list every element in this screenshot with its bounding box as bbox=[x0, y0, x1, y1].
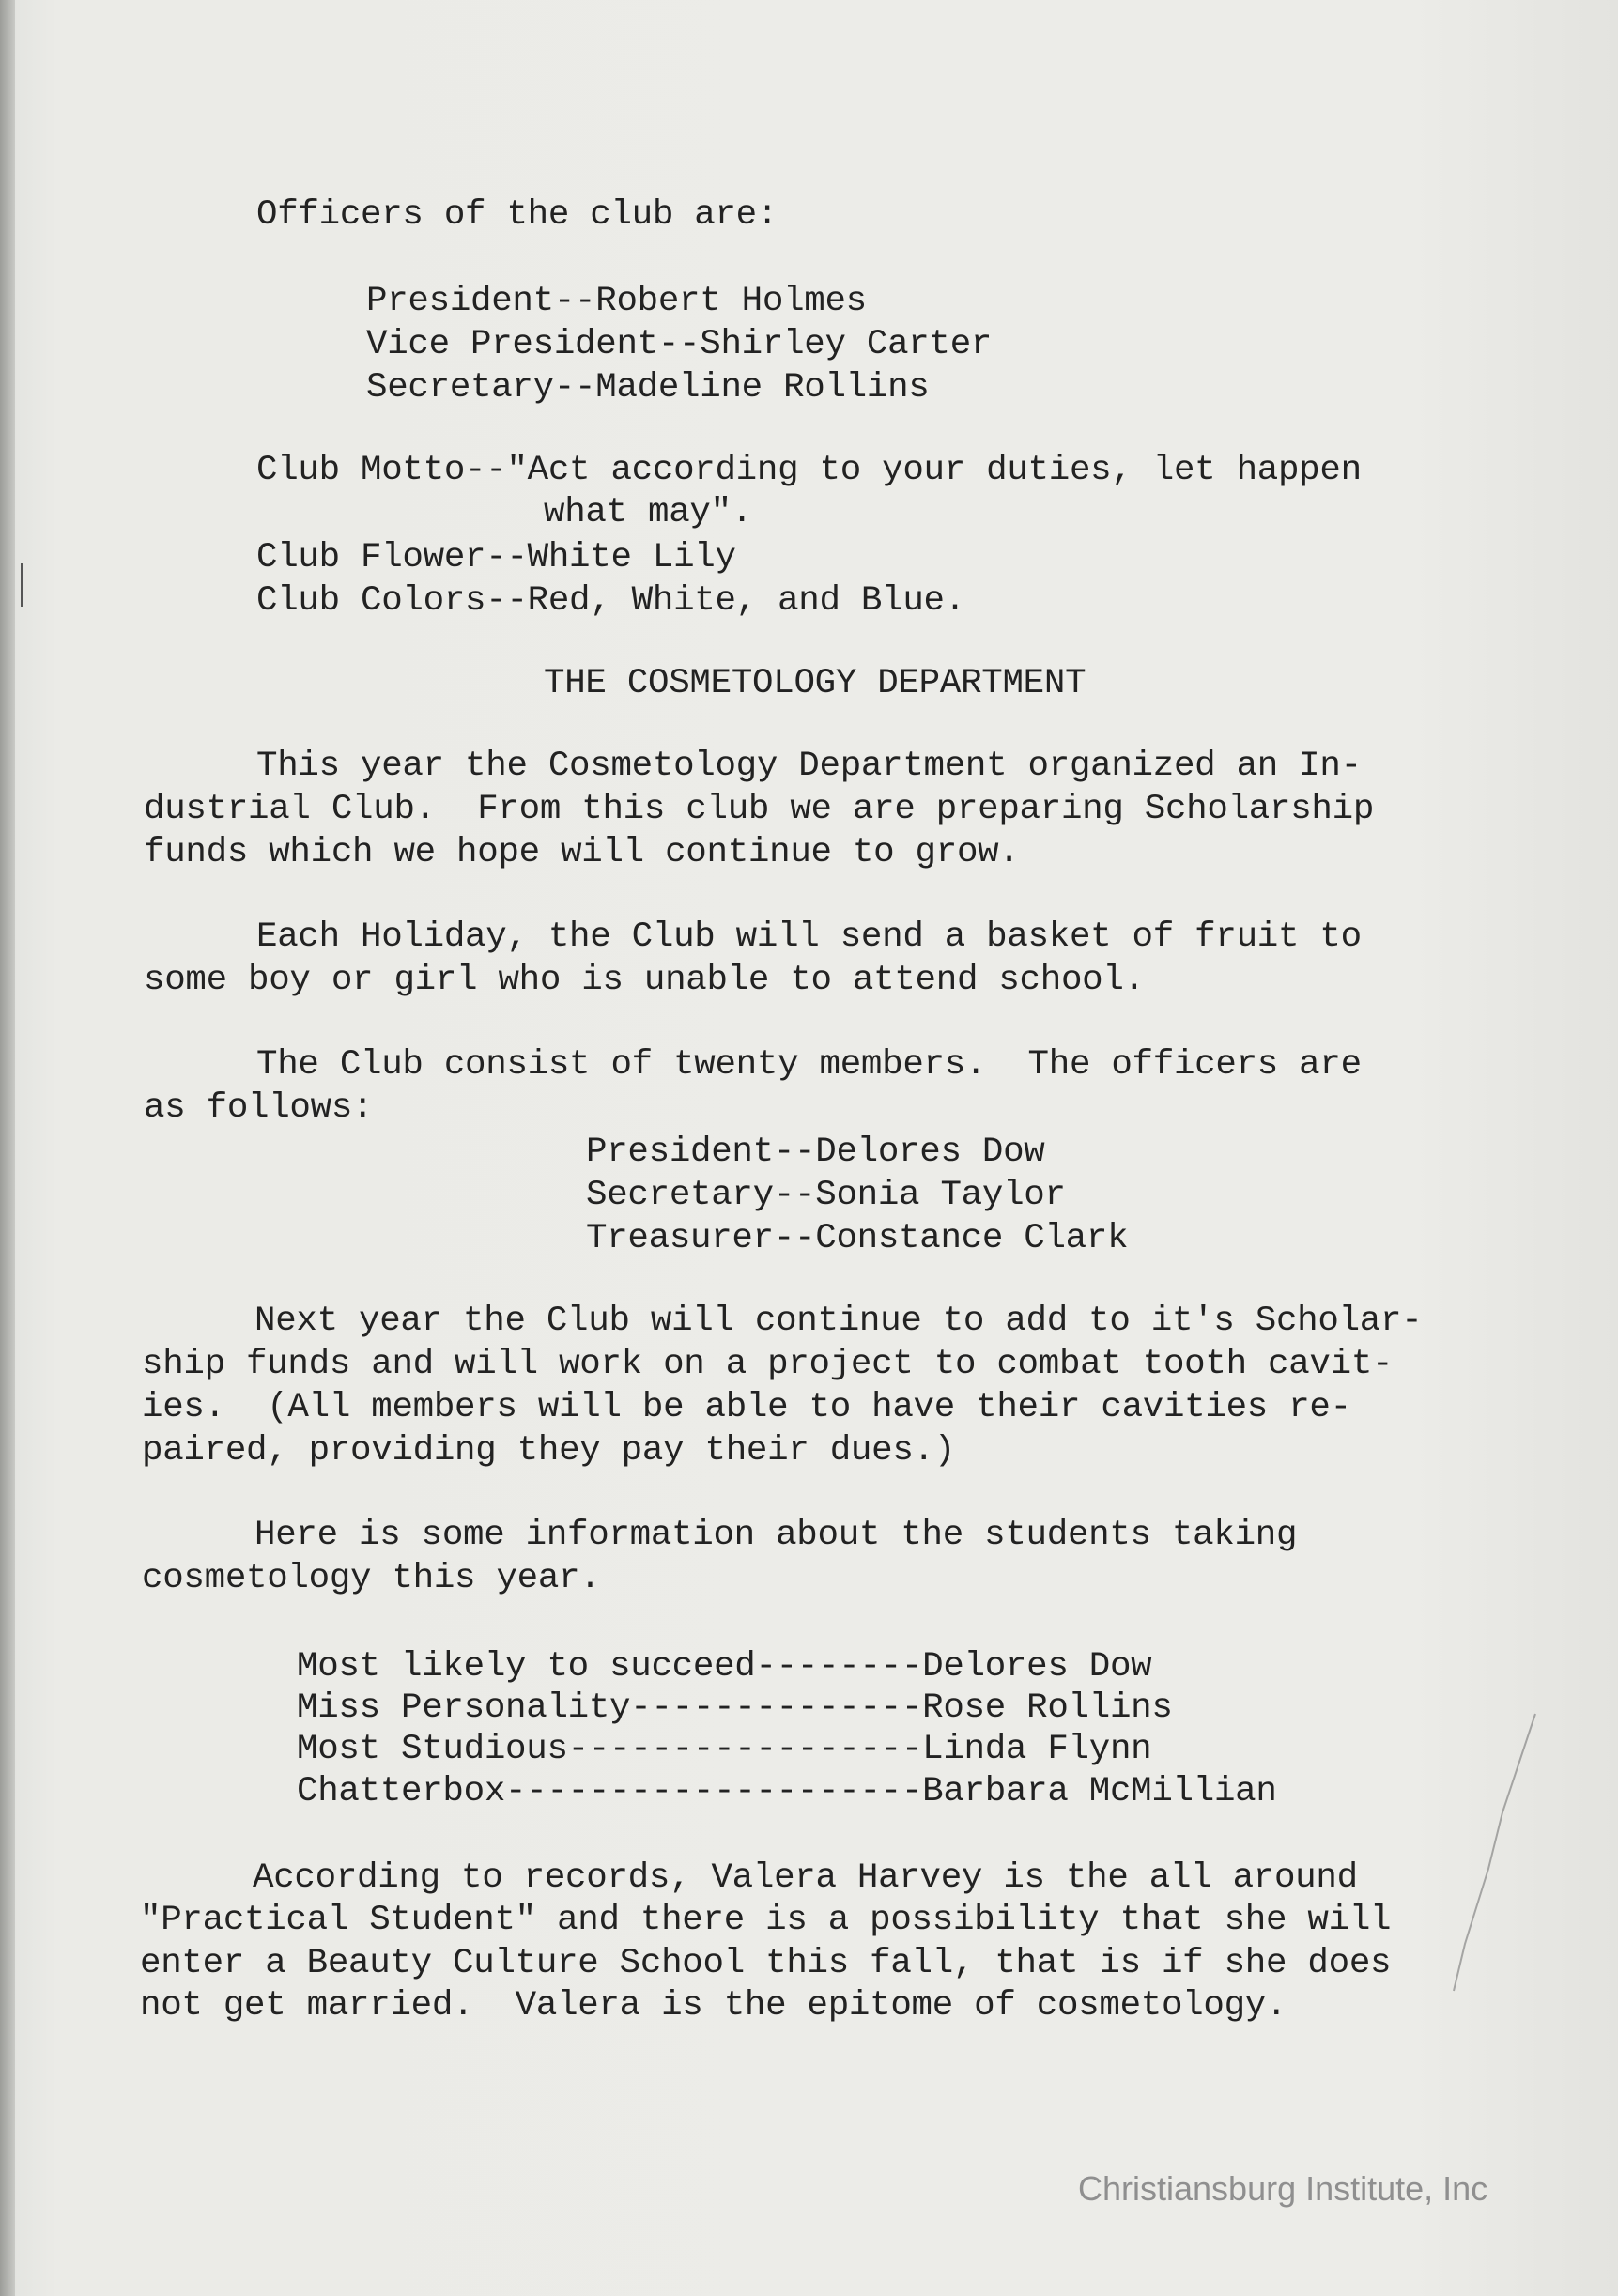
officers-intro: Officers of the club are: bbox=[256, 195, 778, 235]
margin-mark bbox=[21, 563, 23, 607]
club-flower: Club Flower--White Lily bbox=[256, 538, 736, 578]
superlative-item: Miss Personality--------------Rose Rollins bbox=[297, 1688, 1173, 1728]
paragraph-line: The Club consist of twenty members. The officers are bbox=[256, 1045, 1362, 1085]
paragraph-line: some boy or girl who is unable to attend school. bbox=[144, 961, 1145, 1000]
section-heading: THE COSMETOLOGY DEPARTMENT bbox=[544, 664, 1086, 703]
paragraph-line: ship funds and will work on a project to combat tooth cavit- bbox=[142, 1345, 1394, 1384]
club-colors: Club Colors--Red, White, and Blue. bbox=[256, 581, 965, 621]
officer-vice-president: Vice President--Shirley Carter bbox=[366, 325, 993, 364]
officer-president: President--Robert Holmes bbox=[366, 282, 867, 321]
pen-mark bbox=[1437, 1709, 1540, 2019]
paragraph-line: enter a Beauty Culture School this fall, that is if she does bbox=[140, 1944, 1392, 1983]
paragraph-line: funds which we hope will continue to grow. bbox=[144, 833, 1020, 872]
club-motto: Club Motto--"Act according to your duties, let happen bbox=[256, 451, 1362, 490]
superlative-item: Chatterbox--------------------Barbara McMillian bbox=[297, 1772, 1277, 1811]
paragraph-line: paired, providing they pay their dues.) bbox=[142, 1431, 955, 1471]
paragraph-line: "Practical Student" and there is a possibility that she will bbox=[140, 1901, 1392, 1940]
paragraph-line: not get married. Valera is the epitome of cosmetology. bbox=[140, 1986, 1287, 2026]
paragraph-line: cosmetology this year. bbox=[142, 1559, 601, 1598]
paragraph-line: Here is some information about the students taking bbox=[254, 1516, 1298, 1555]
paragraph-line: dustrial Club. From this club we are preparing Scholarship bbox=[144, 790, 1375, 829]
paragraph-line: According to records, Valera Harvey is the all around bbox=[253, 1858, 1358, 1898]
paragraph-line: ies. (All members will be able to have their cavities re- bbox=[142, 1388, 1351, 1427]
paragraph-line: as follows: bbox=[144, 1088, 374, 1128]
cosmetology-officer-secretary: Secretary--Sonia Taylor bbox=[586, 1176, 1066, 1215]
paragraph-line: This year the Cosmetology Department organized an In- bbox=[256, 747, 1362, 786]
cosmetology-officer-president: President--Delores Dow bbox=[586, 1133, 1045, 1172]
page-binding-edge bbox=[0, 0, 15, 2296]
superlative-item: Most Studious-----------------Linda Flynn bbox=[297, 1730, 1152, 1769]
watermark: Christiansburg Institute, Inc bbox=[1078, 2169, 1488, 2208]
club-motto-continued: what may". bbox=[544, 493, 753, 532]
paragraph-line: Next year the Club will continue to add to it's Scholar- bbox=[254, 1302, 1423, 1341]
paragraph-line: Each Holiday, the Club will send a basket of fruit to bbox=[256, 917, 1362, 957]
superlative-item: Most likely to succeed--------Delores Dow bbox=[297, 1647, 1152, 1687]
cosmetology-officer-treasurer: Treasurer--Constance Clark bbox=[586, 1219, 1129, 1258]
officer-secretary: Secretary--Madeline Rollins bbox=[366, 368, 930, 408]
